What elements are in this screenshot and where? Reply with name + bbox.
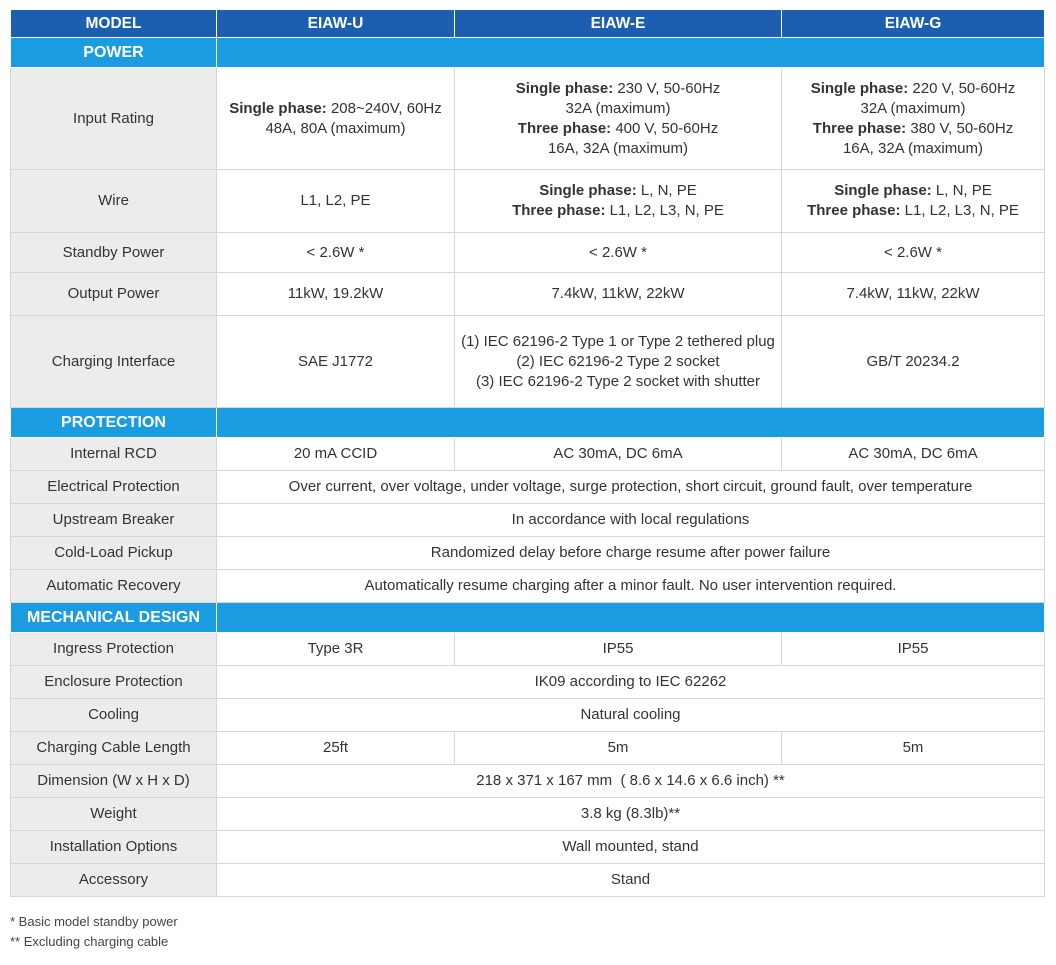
phase-value: 208~240V, 60Hz — [330, 99, 442, 117]
section-mechanical — [11, 603, 1045, 633]
phase-label: Three phase: — [512, 202, 606, 219]
row-wire — [11, 170, 1045, 233]
cable-e: 5m — [455, 732, 782, 765]
cable-g: 5m — [782, 732, 1045, 765]
row-label: Ingress Protection — [11, 633, 217, 666]
phase-label: Single phase: — [834, 182, 932, 199]
header-model: MODEL — [11, 10, 217, 38]
row-label: Internal RCD — [11, 438, 217, 471]
interface-g: GB/T 20234.2 — [782, 316, 1045, 408]
standby-e: < 2.6W * — [455, 233, 782, 273]
row-label: Output Power — [11, 273, 217, 316]
interface-u: SAE J1772 — [217, 316, 455, 408]
phase-label: Three phase: — [807, 202, 901, 219]
row-label: Weight — [11, 798, 217, 831]
footnote-standby: * Basic model standby power — [10, 914, 178, 929]
ingress-g: IP55 — [782, 633, 1045, 666]
standby-u: < 2.6W * — [217, 233, 455, 273]
header-eiaw-u: EIAW-U — [217, 10, 455, 38]
phase-label: Three phase: — [812, 119, 907, 137]
row-standby-power — [11, 233, 1045, 273]
header-row — [11, 10, 1045, 38]
row-label: Charging Interface — [11, 316, 217, 408]
cooling-value: Natural cooling — [217, 699, 1045, 732]
row-input-rating — [11, 68, 1045, 170]
row-weight — [11, 798, 1045, 831]
row-cooling — [11, 699, 1045, 732]
row-upstream-breaker — [11, 504, 1045, 537]
row-electrical-protection — [11, 471, 1045, 504]
footnotes — [10, 912, 178, 952]
row-automatic-recovery — [11, 570, 1045, 603]
phase-value: 230 V, 50-60Hz — [617, 79, 721, 97]
ingress-u: Type 3R — [217, 633, 455, 666]
electrical-protection-value: Over current, over voltage, under voltage, surge protection, short circuit, ground fault, over temperature — [217, 471, 1045, 504]
input-rating-g — [782, 68, 1045, 170]
phase-value: L, N, PE — [935, 182, 992, 199]
weight-value: 3.8 kg (8.3lb)** — [217, 798, 1045, 831]
current-value: 16A, 32A (maximum) — [842, 139, 984, 157]
phase-value: L1, L2, L3, N, PE — [609, 202, 724, 219]
row-label: Installation Options — [11, 831, 217, 864]
row-cold-load-pickup — [11, 537, 1045, 570]
row-internal-rcd — [11, 438, 1045, 471]
interface-option: (1) IEC 62196-2 Type 1 or Type 2 tethered plug — [461, 332, 775, 350]
input-rating-e — [455, 68, 782, 170]
phase-value: L1, L2, L3, N, PE — [904, 202, 1019, 219]
row-label: Standby Power — [11, 233, 217, 273]
phase-label: Single phase: — [539, 182, 637, 199]
interface-option: (3) IEC 62196-2 Type 2 socket with shutter — [475, 372, 761, 390]
row-label: Dimension (W x H x D) — [11, 765, 217, 798]
row-label: Enclosure Protection — [11, 666, 217, 699]
ingress-e: IP55 — [455, 633, 782, 666]
phase-value: 400 V, 50-60Hz — [615, 119, 719, 137]
row-dimension — [11, 765, 1045, 798]
upstream-breaker-value: In accordance with local regulations — [217, 504, 1045, 537]
section-protection — [11, 408, 1045, 438]
section-title: MECHANICAL DESIGN — [11, 603, 217, 633]
row-accessory — [11, 864, 1045, 897]
rcd-u: 20 mA CCID — [217, 438, 455, 471]
output-u: 11kW, 19.2kW — [217, 273, 455, 316]
spec-table — [10, 9, 1045, 897]
cold-load-value: Randomized delay before charge resume after power failure — [217, 537, 1045, 570]
current-value: 32A (maximum) — [565, 99, 671, 117]
header-eiaw-g: EIAW-G — [782, 10, 1045, 38]
row-enclosure-protection — [11, 666, 1045, 699]
interface-option: (2) IEC 62196-2 Type 2 socket — [516, 352, 720, 370]
row-installation — [11, 831, 1045, 864]
row-label: Input Rating — [11, 68, 217, 170]
current-value: 48A, 80A (maximum) — [265, 119, 406, 137]
phase-value: 220 V, 50-60Hz — [912, 79, 1016, 97]
wire-g — [782, 170, 1045, 233]
row-output-power — [11, 273, 1045, 316]
phase-label: Single phase: — [229, 99, 327, 117]
row-label: Accessory — [11, 864, 217, 897]
phase-label: Three phase: — [517, 119, 612, 137]
installation-value: Wall mounted, stand — [217, 831, 1045, 864]
row-label: Cold-Load Pickup — [11, 537, 217, 570]
enclosure-value: IK09 according to IEC 62262 — [217, 666, 1045, 699]
row-label: Charging Cable Length — [11, 732, 217, 765]
rcd-e: AC 30mA, DC 6mA — [455, 438, 782, 471]
row-cable-length — [11, 732, 1045, 765]
row-label: Electrical Protection — [11, 471, 217, 504]
phase-value: 380 V, 50-60Hz — [910, 119, 1014, 137]
input-rating-u — [217, 68, 455, 170]
section-power — [11, 38, 1045, 68]
automatic-recovery-value: Automatically resume charging after a minor fault. No user intervention required. — [217, 570, 1045, 603]
phase-label: Single phase: — [515, 79, 614, 97]
row-label: Wire — [11, 170, 217, 233]
wire-u: L1, L2, PE — [217, 170, 455, 233]
row-ingress-protection — [11, 633, 1045, 666]
phase-value: L, N, PE — [640, 182, 697, 199]
row-label: Automatic Recovery — [11, 570, 217, 603]
accessory-value: Stand — [217, 864, 1045, 897]
row-label: Upstream Breaker — [11, 504, 217, 537]
section-title: POWER — [11, 38, 217, 68]
standby-g: < 2.6W * — [782, 233, 1045, 273]
phase-label: Single phase: — [810, 79, 909, 97]
row-label: Cooling — [11, 699, 217, 732]
output-e: 7.4kW, 11kW, 22kW — [455, 273, 782, 316]
row-charging-interface — [11, 316, 1045, 408]
section-title: PROTECTION — [11, 408, 217, 438]
output-g: 7.4kW, 11kW, 22kW — [782, 273, 1045, 316]
current-value: 16A, 32A (maximum) — [547, 139, 689, 157]
header-eiaw-e: EIAW-E — [455, 10, 782, 38]
current-value: 32A (maximum) — [860, 99, 966, 117]
wire-e — [455, 170, 782, 233]
footnote-cable: ** Excluding charging cable — [10, 934, 169, 949]
cable-u: 25ft — [217, 732, 455, 765]
rcd-g: AC 30mA, DC 6mA — [782, 438, 1045, 471]
interface-e — [455, 316, 782, 408]
dimension-value: 218 x 371 x 167 mm ( 8.6 x 14.6 x 6.6 inch) ** — [217, 765, 1045, 798]
